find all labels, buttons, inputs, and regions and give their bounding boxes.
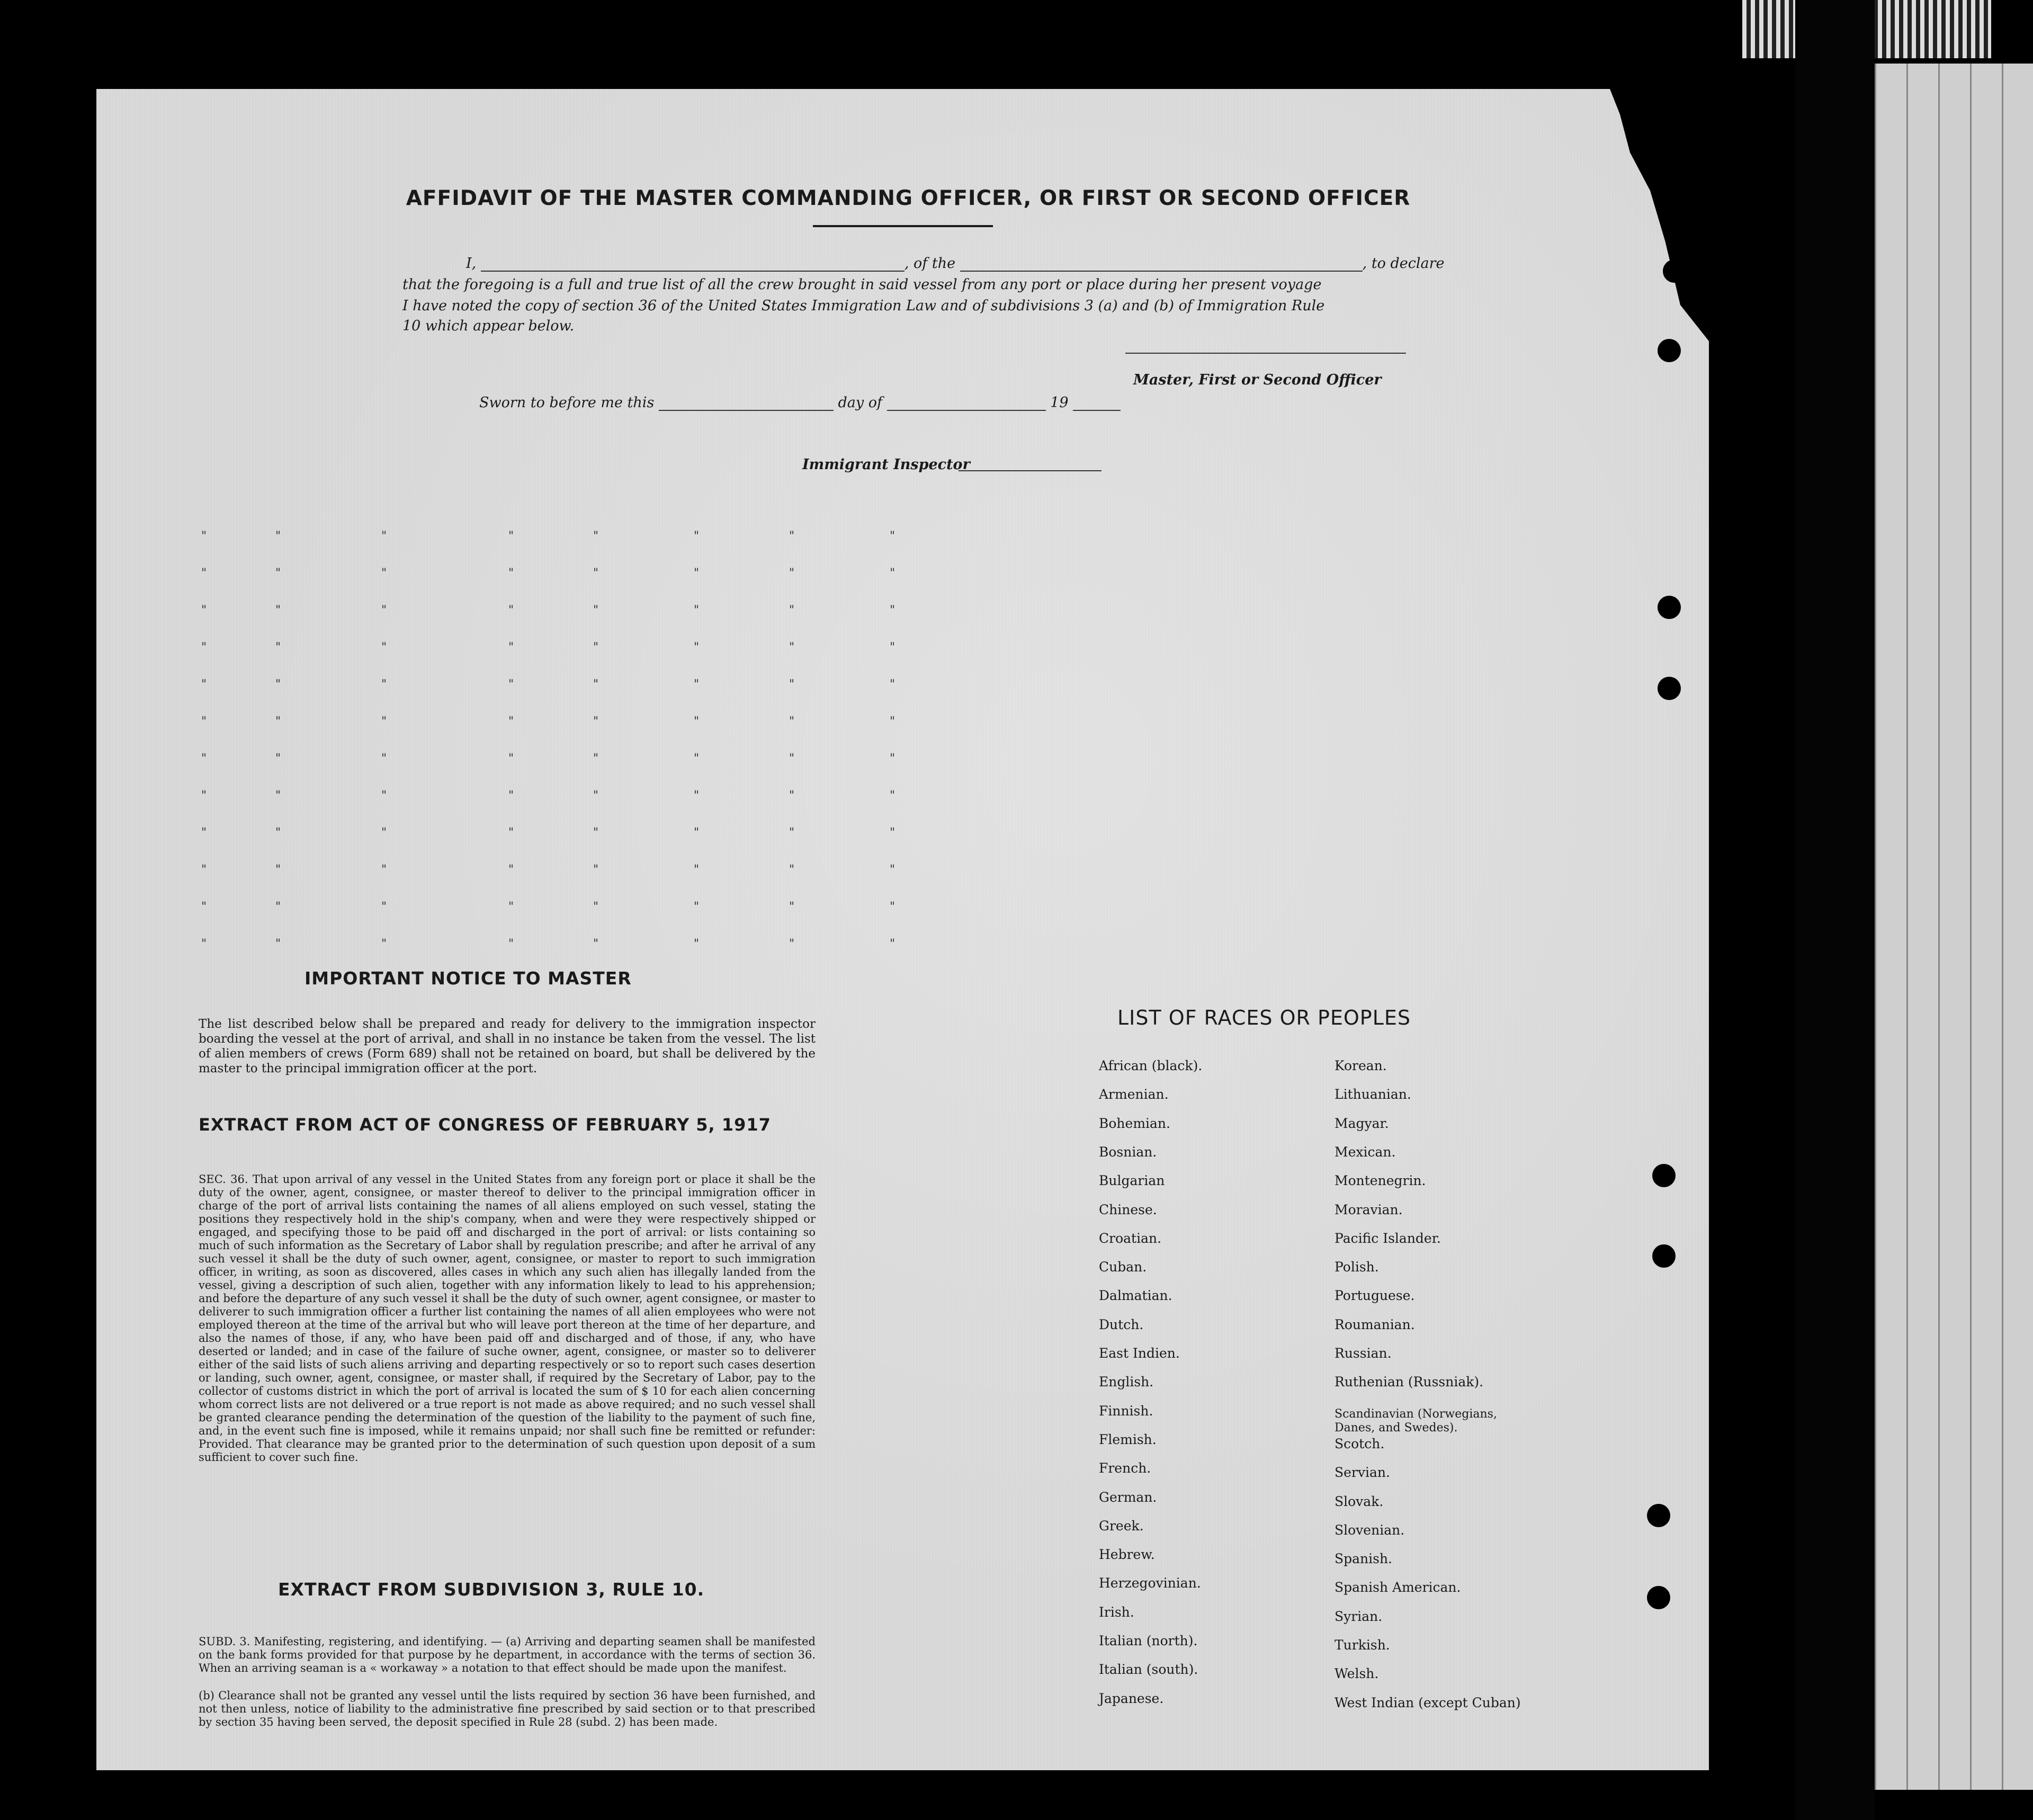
- race-item: Armenian.: [1099, 1087, 1169, 1102]
- master-signature-field[interactable]: [1125, 339, 1406, 354]
- adjacent-page-edges: [1875, 64, 2033, 1790]
- document-page: [96, 89, 1709, 1770]
- master-signature-label: Master, First or Second Officer: [1133, 372, 1382, 388]
- notice-body: The list described below shall be prepared and ready for delivery to the immigration inspector boarding the vessel at the port of arrival, and shall in no instance be taken from the vessel. The list of alien members of crews (Form 689) shall not be retained on board, but shall be delivered by the master to the principal immigration officer at the port.: [199, 1017, 816, 1075]
- punch-hole: [1658, 677, 1681, 700]
- sworn-label: Sworn to before me this: [479, 395, 655, 411]
- act-title: EXTRACT FROM ACT OF CONGRESS OF FEBRUARY 5, 1917: [199, 1115, 771, 1135]
- sworn-month-field[interactable]: [887, 396, 1046, 411]
- affidavit-i: I,: [466, 255, 477, 272]
- race-item: Polish.: [1335, 1259, 1379, 1275]
- affidavit-line-3: I have noted the copy of section 36 of the United States Immigration Law and of subdivisions 3 (a) and (b) of Immigration Rule: [402, 298, 1325, 314]
- race-item: Spanish American.: [1335, 1580, 1461, 1595]
- race-item: Italian (north).: [1099, 1633, 1198, 1648]
- punch-hole: [1658, 339, 1681, 362]
- race-item: Hebrew.: [1099, 1547, 1155, 1563]
- punch-hole: [1652, 1164, 1676, 1187]
- race-item: Herzegovinian.: [1099, 1575, 1201, 1591]
- punch-hole: [1647, 1504, 1670, 1527]
- race-item: Irish.: [1099, 1604, 1134, 1620]
- vessel-field[interactable]: [960, 257, 1363, 272]
- race-item: Magyar.: [1335, 1115, 1389, 1131]
- race-item: Spanish.: [1335, 1551, 1393, 1567]
- race-item: Bohemian.: [1099, 1115, 1170, 1131]
- race-item: Japanese.: [1099, 1690, 1164, 1706]
- notice-title: IMPORTANT NOTICE TO MASTER: [304, 968, 632, 989]
- race-item: French.: [1099, 1460, 1151, 1476]
- rule-title: EXTRACT FROM SUBDIVISION 3, RULE 10.: [278, 1579, 705, 1600]
- race-item: Flemish.: [1099, 1431, 1157, 1447]
- year-prefix: 19: [1050, 395, 1069, 411]
- race-item: Finnish.: [1099, 1403, 1153, 1419]
- race-item: Ruthenian (Russniak).: [1335, 1374, 1484, 1390]
- race-item: West Indian (except Cuban): [1335, 1695, 1521, 1710]
- race-item: Russian.: [1335, 1346, 1392, 1361]
- punch-hole: [1658, 596, 1681, 619]
- punch-hole: [1652, 1244, 1676, 1268]
- race-item: Pacific Islander.: [1335, 1230, 1441, 1246]
- sworn-day-field[interactable]: [659, 396, 834, 411]
- affidavit-line-4: 10 which appear below.: [402, 318, 575, 334]
- rule-body-a: SUBD. 3. Manifesting, registering, and identifying. — (a) Arriving and departing seamen shall be manifested on the bank forms provided for that purpose by he department, in accordance with the terms of section 36. When an arriving seaman is a « workaway » a notation to that effect should be made upon the manifest.: [199, 1635, 816, 1674]
- race-item: Scandinavian (Norwegians, Danes, and Swedes).: [1335, 1407, 1497, 1435]
- race-item: Korean.: [1335, 1058, 1387, 1073]
- race-item: English.: [1099, 1374, 1154, 1390]
- race-item: Bosnian.: [1099, 1144, 1157, 1160]
- race-item: East Indien.: [1099, 1346, 1180, 1361]
- race-item: Chinese.: [1099, 1202, 1157, 1217]
- race-item: Roumanian.: [1335, 1316, 1415, 1332]
- race-item: African (black).: [1099, 1058, 1203, 1073]
- sworn-line: [479, 395, 1121, 411]
- race-item: Slovak.: [1335, 1493, 1384, 1509]
- affidavit-title: AFFIDAVIT OF THE MASTER COMMANDING OFFICER, OR FIRST OR SECOND OFFICER: [406, 186, 1411, 210]
- race-item: Dalmatian.: [1099, 1288, 1172, 1304]
- race-item: Cuban.: [1099, 1259, 1147, 1275]
- inspector-label: Immigrant Inspector: [802, 456, 970, 473]
- affidavit-line-2: that the foregoing is a full and true list of all the crew brought in said vessel from any port or place during her present voyage: [402, 276, 1322, 293]
- race-item: Montenegrin.: [1335, 1173, 1426, 1189]
- race-item: Slovenian.: [1335, 1522, 1405, 1538]
- race-item: Croatian.: [1099, 1230, 1162, 1246]
- name-field[interactable]: [481, 257, 904, 272]
- punch-hole: [1647, 1586, 1670, 1609]
- race-item: Mexican.: [1335, 1144, 1396, 1160]
- race-item: Dutch.: [1099, 1316, 1144, 1332]
- races-title: LIST OF RACES OR PEOPLES: [1117, 1006, 1411, 1029]
- inspector-signature-field[interactable]: [959, 456, 1101, 471]
- race-item: German.: [1099, 1489, 1157, 1505]
- race-item: Servian.: [1335, 1465, 1390, 1481]
- punch-hole: [1663, 259, 1686, 283]
- race-item: Portuguese.: [1335, 1288, 1415, 1304]
- sworn-year-field[interactable]: [1073, 396, 1121, 411]
- race-item: Greek.: [1099, 1518, 1144, 1534]
- affidavit-of-the: , of the: [904, 255, 956, 272]
- race-item: Syrian.: [1335, 1608, 1383, 1624]
- race-item: Turkish.: [1335, 1637, 1390, 1653]
- rule-body-b: (b) Clearance shall not be granted any vessel until the lists required by section 36 have been furnished, and not then unless, notice of liability to the administrative fine prescribed by said section or to that prescribed by section 35 having been served, the deposit specified in Rule 28 (subd. 2) has been made.: [199, 1689, 816, 1728]
- scan-dark-margin: [1795, 0, 1875, 1820]
- race-item: Bulgarian: [1099, 1173, 1165, 1189]
- affidavit-line-1: [466, 255, 1445, 272]
- race-item: Welsh.: [1335, 1666, 1379, 1682]
- race-item: Moravian.: [1335, 1202, 1403, 1217]
- race-item: Scotch.: [1335, 1436, 1385, 1451]
- act-body: SEC. 36. That upon arrival of any vessel in the United States from any foreign port or place it shall be the duty of the owner, agent, consignee, or master thereof to deliver to the principal immigration officer in charge of the port of arrival lists containing the names of all aliens employed on such vessel, stating the positions they respectively hold in the ship's company, when and were they were respectively shipped or engaged, and specifying those to be paid off and discharged in the port of arrival: or lists containing so much of such information as the Secretary of Labor shall by regulation prescribe; and after he arrival of any such vessel it shall be the duty of such owner, agent, consignee, or master to report to such immigration officer, in writing, as soon as discovered, alles cases in which any such alien has illegally landed from the vessel, giving a description of such alien, together with any information likely to lead to his apprehension; and before the departure of any such vessel it shall be the duty of such owner, agent consignee, or master to deliverer to such immigration officer a further list containing the names of all alien employees who were not employed thereon at the time of the arrival but who will leave port thereon at the time of her departure, and also the names of those, if any, who have been paid off and discharged and of those, if any, who have deserted or landed; and in case of the failure of suche owner, agent, consignee, or master so to deliverer either of the said lists of such aliens arriving and departing respectively or so to report such cases desertion or landing, such owner, agent, consignee, or master shall, if required by the Secretary of Labor, pay to the collector of customs district in which the port of arrival is located the sum of $ 10 for each alien concerning whom correct lists are not delivered or a true report is not made as above required; and no such vessel shall be granted clearance pending the determination of the question of the liability to the payment of such fine, and, in the event such fine is imposed, while it remains unpaid; nor shall such fine be remitted or refunder: Provided. That clearance may be granted prior to the determination of such question upon deposit of a sum sufficient to cover such fine.: [199, 1173, 816, 1464]
- affidavit-to-declare: , to declare: [1362, 255, 1445, 272]
- title-underline: [813, 225, 993, 227]
- race-item: Lithuanian.: [1335, 1087, 1411, 1102]
- race-item: Italian (south).: [1099, 1662, 1198, 1678]
- day-of-label: day of: [838, 395, 882, 411]
